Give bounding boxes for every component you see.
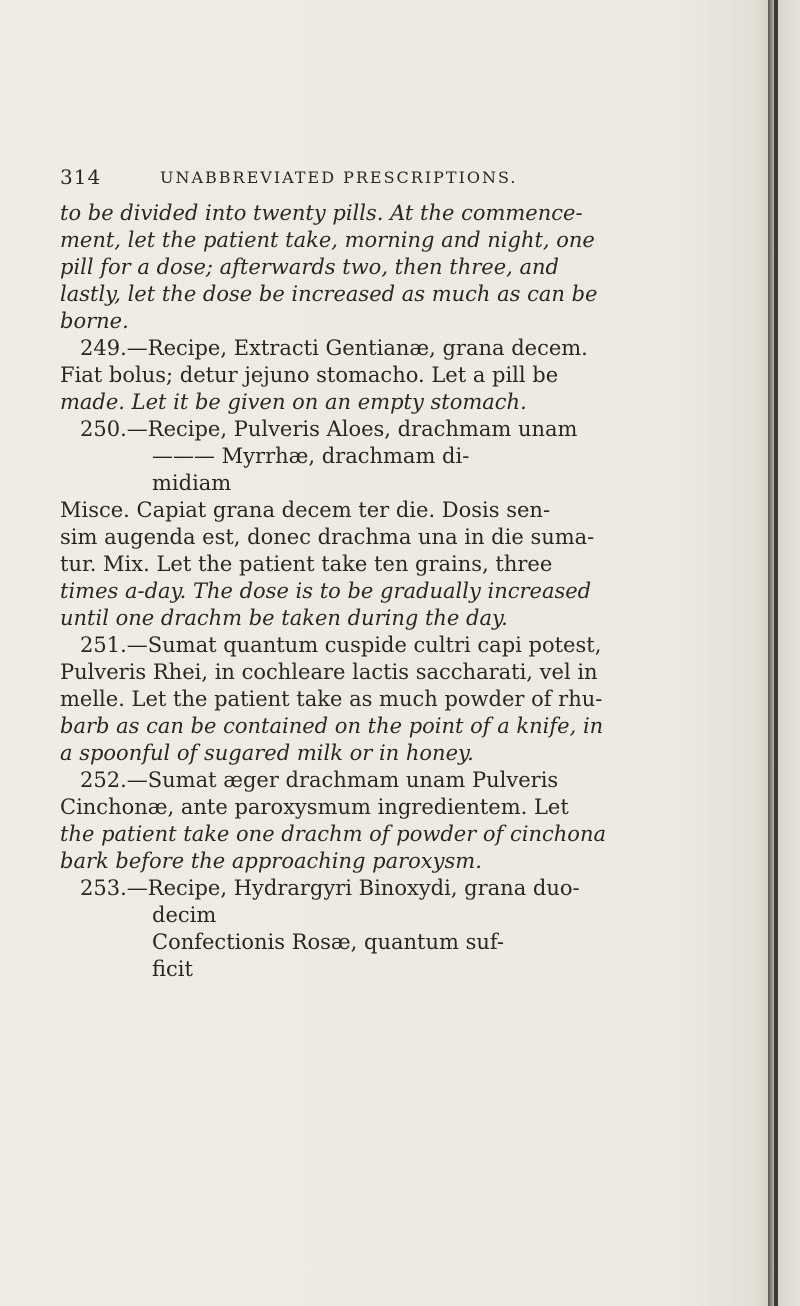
text-line: Cinchonæ, ante paroxysmum ingredientem. Let [60,795,569,819]
prescription-250: 250.—Recipe, Pulveris Aloes, drachmam unam [80,417,578,441]
text-line: to be divided into twenty pills. At the commence- [60,201,583,225]
text-line: a spoonful of sugared milk or in honey. [60,741,474,765]
text-line: tur. Mix. Let the patient take ten grains, three [60,552,553,576]
text-line: sim augenda est, donec drachma una in die suma- [60,525,595,549]
running-head: UNABBREVIATED PRESCRIPTIONS. [160,168,518,187]
text-line: melle. Let the patient take as much powder of rhu- [60,687,603,711]
prescription-251: 251.—Sumat quantum cuspide cultri capi potest, [80,633,602,657]
text-line: Misce. Capiat grana decem ter die. Dosis sen- [60,498,551,522]
prescription-253: 253.—Recipe, Hydrargyri Binoxydi, grana duo- [80,876,580,900]
page-body [60,200,765,983]
text-line: lastly, let the dose be increased as much as can be [60,282,598,306]
text-line: bark before the approaching paroxysm. [60,849,482,873]
text-line: until one drachm be taken during the day. [60,606,508,630]
text-line: decim [152,903,217,927]
binding-edge [774,0,778,1306]
page-number: 314 [60,165,102,189]
page-header [60,165,760,195]
prescription-252: 252.—Sumat æger drachmam unam Pulveris [80,768,559,792]
text-line: the patient take one drachm of powder of cinchona [60,822,606,846]
text-line: borne. [60,309,129,333]
text-line: Fiat bolus; detur jejuno stomacho. Let a pill be [60,363,559,387]
text-line: ment, let the patient take, morning and night, one [60,228,595,252]
prescription-249: 249.—Recipe, Extracti Gentianæ, grana decem. [80,336,588,360]
text-line: Confectionis Rosæ, quantum suf- [152,930,504,954]
text-line: midiam [152,471,232,495]
text-line: ficit [152,957,193,981]
text-line: ——— Myrrhæ, drachmam di- [152,444,470,468]
text-line: Pulveris Rhei, in cochleare lactis saccharati, vel in [60,660,598,684]
text-line: barb as can be contained on the point of a knife, in [60,714,604,738]
text-line: times a-day. The dose is to be gradually increased [60,579,592,603]
text-line: made. Let it be given on an empty stomach. [60,390,527,414]
text-line: pill for a dose; afterwards two, then three, and [60,255,559,279]
page-gutter-shadow [768,0,800,1306]
